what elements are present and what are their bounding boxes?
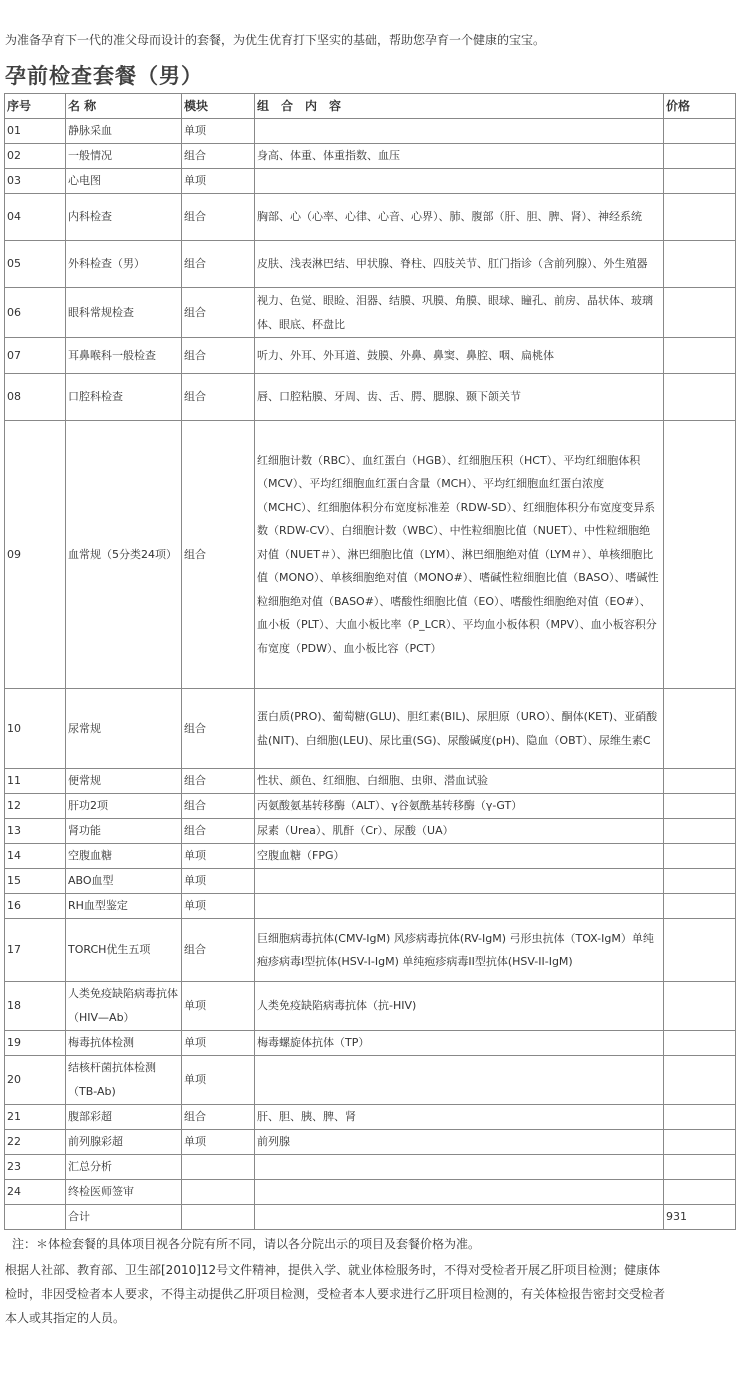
cell-type: 单项 (182, 1031, 255, 1056)
footnote: 注：＊体检套餐的具体项目视各分院有所不同，请以各分院出示的项目及套餐价格为准。 (12, 1237, 481, 1251)
cell-no: 11 (5, 769, 66, 794)
cell-content (255, 894, 664, 919)
cell-content (255, 869, 664, 894)
cell-type: 组合 (182, 819, 255, 844)
cell-content (255, 1056, 664, 1105)
cell-no: 19 (5, 1031, 66, 1056)
cell-type: 组合 (182, 194, 255, 241)
cell-content: 前列腺 (255, 1130, 664, 1155)
table-row (5, 288, 736, 338)
table-row (5, 1105, 736, 1130)
cell-content: 视力、色觉、眼睑、泪器、结膜、巩膜、角膜、眼球、瞳孔、前房、晶状体、玻璃体、眼底、杯盘比 (255, 288, 664, 338)
cell-name: RH血型鉴定 (66, 894, 182, 919)
table-row (5, 169, 736, 194)
cell-price (664, 894, 736, 919)
cell-content (255, 169, 664, 194)
cell-name: 肝功2项 (66, 794, 182, 819)
cell-no: 18 (5, 982, 66, 1031)
cell-content (255, 1155, 664, 1180)
header-type: 模块 (182, 94, 255, 119)
regulation-note: 根据人社部、教育部、卫生部[2010]12号文件精神，提供入学、就业体检服务时，不得对受检者开展乙肝项目检测；健康体检时，非因受检者本人要求，不得主动提供乙肝项目检测，受检者本人要求进行乙肝项目检测的，有关体检报告密封交受检者本人或其指定的人员。 (5, 1263, 666, 1325)
cell-type: 组合 (182, 144, 255, 169)
table-row (5, 144, 736, 169)
cell-no: 07 (5, 338, 66, 374)
cell-no: 12 (5, 794, 66, 819)
table-row (5, 1155, 736, 1180)
cell-price (664, 1031, 736, 1056)
cell-name: 肾功能 (66, 819, 182, 844)
cell-price (664, 819, 736, 844)
cell-price (664, 982, 736, 1031)
table-row (5, 374, 736, 421)
header-price: 价格 (664, 94, 736, 119)
cell-name: 尿常规 (66, 689, 182, 769)
cell-type: 组合 (182, 338, 255, 374)
cell-no: 16 (5, 894, 66, 919)
cell-name: 空腹血糖 (66, 844, 182, 869)
cell-name: 耳鼻喉科一般检查 (66, 338, 182, 374)
cell-type: 组合 (182, 919, 255, 982)
table-row (5, 241, 736, 288)
cell-no: 20 (5, 1056, 66, 1105)
cell-content (255, 1205, 664, 1230)
cell-type (182, 1180, 255, 1205)
cell-price (664, 241, 736, 288)
cell-price (664, 919, 736, 982)
cell-type: 单项 (182, 894, 255, 919)
package-table (4, 93, 736, 1230)
cell-content: 梅毒螺旋体抗体（TP） (255, 1031, 664, 1056)
cell-type: 组合 (182, 421, 255, 689)
cell-no: 24 (5, 1180, 66, 1205)
cell-type: 单项 (182, 844, 255, 869)
table-row (5, 689, 736, 769)
cell-content: 尿素（Urea）、肌酐（Cr）、尿酸（UA） (255, 819, 664, 844)
cell-price (664, 769, 736, 794)
table-row (5, 919, 736, 982)
cell-no: 17 (5, 919, 66, 982)
cell-name: 结核杆菌抗体检测（TB-Ab) (66, 1056, 182, 1105)
cell-type: 单项 (182, 169, 255, 194)
cell-price (664, 689, 736, 769)
cell-no: 23 (5, 1155, 66, 1180)
header-content: 组 合 内 容 (255, 94, 664, 119)
cell-no: 22 (5, 1130, 66, 1155)
cell-name: 静脉采血 (66, 119, 182, 144)
cell-type: 组合 (182, 689, 255, 769)
cell-type: 组合 (182, 288, 255, 338)
table-row (5, 1056, 736, 1105)
cell-name: 腹部彩超 (66, 1105, 182, 1130)
table-row (5, 769, 736, 794)
cell-name: 一般情况 (66, 144, 182, 169)
cell-type: 组合 (182, 241, 255, 288)
cell-name: 汇总分析 (66, 1155, 182, 1180)
intro-text: 为准备孕育下一代的准父母而设计的套餐，为优生优育打下坚实的基础，帮助您孕育一个健康的宝宝。 (5, 33, 546, 47)
cell-name: 口腔科检查 (66, 374, 182, 421)
cell-content: 蛋白质(PRO)、葡萄糖(GLU)、胆红素(BIL)、尿胆原（URO）、酮体(KET)、亚硝酸盐(NIT)、白细胞(LEU)、尿比重(SG)、尿酸碱度(pH)、隐血（OBT）、尿维生素C (255, 689, 664, 769)
cell-name: 眼科常规检查 (66, 288, 182, 338)
cell-price (664, 288, 736, 338)
cell-content: 皮肤、浅表淋巴结、甲状腺、脊柱、四肢关节、肛门指诊（含前列腺）、外生殖器 (255, 241, 664, 288)
cell-no: 03 (5, 169, 66, 194)
cell-type: 组合 (182, 374, 255, 421)
cell-name: 内科检查 (66, 194, 182, 241)
cell-name: 前列腺彩超 (66, 1130, 182, 1155)
table-header-row (5, 94, 736, 119)
header-no: 序号 (5, 94, 66, 119)
cell-type: 组合 (182, 1105, 255, 1130)
cell-price (664, 844, 736, 869)
cell-name: 心电图 (66, 169, 182, 194)
page-title: 孕前检查套餐（男） (5, 63, 203, 88)
cell-name: 便常规 (66, 769, 182, 794)
cell-price (664, 338, 736, 374)
cell-no: 15 (5, 869, 66, 894)
cell-price (664, 1130, 736, 1155)
cell-type: 单项 (182, 1130, 255, 1155)
cell-name: 血常规（5分类24项） (66, 421, 182, 689)
table-row (5, 119, 736, 144)
cell-no: 02 (5, 144, 66, 169)
cell-no (5, 1205, 66, 1230)
cell-no: 06 (5, 288, 66, 338)
cell-no: 10 (5, 689, 66, 769)
table-row (5, 869, 736, 894)
cell-type (182, 1205, 255, 1230)
cell-price (664, 194, 736, 241)
cell-content: 身高、体重、体重指数、血压 (255, 144, 664, 169)
table-row (5, 819, 736, 844)
cell-content: 听力、外耳、外耳道、鼓膜、外鼻、鼻窦、鼻腔、咽、扁桃体 (255, 338, 664, 374)
cell-type: 单项 (182, 869, 255, 894)
cell-price (664, 794, 736, 819)
table-row (5, 1180, 736, 1205)
cell-price (664, 1155, 736, 1180)
cell-content: 唇、口腔粘膜、牙周、齿、舌、腭、腮腺、颞下颌关节 (255, 374, 664, 421)
cell-content (255, 119, 664, 144)
header-name: 名 称 (66, 94, 182, 119)
cell-no: 09 (5, 421, 66, 689)
cell-content (255, 1180, 664, 1205)
cell-price (664, 1056, 736, 1105)
cell-no: 13 (5, 819, 66, 844)
cell-content: 巨细胞病毒抗体(CMV-IgM) 风疹病毒抗体(RV-IgM) 弓形虫抗体（TOX-IgM）单纯疱疹病毒I型抗体(HSV-I-IgM) 单纯疱疹病毒II型抗体(HSV-II-IgM) (255, 919, 664, 982)
cell-name: 梅毒抗体检测 (66, 1031, 182, 1056)
table-row (5, 982, 736, 1031)
table-row (5, 844, 736, 869)
cell-type: 组合 (182, 769, 255, 794)
table-row (5, 1130, 736, 1155)
cell-content: 肝、胆、胰、脾、肾 (255, 1105, 664, 1130)
cell-name: ABO血型 (66, 869, 182, 894)
cell-price (664, 421, 736, 689)
cell-content: 丙氨酸氨基转移酶（ALT）、γ谷氨酰基转移酶（γ-GT） (255, 794, 664, 819)
table-row (5, 894, 736, 919)
cell-type: 单项 (182, 119, 255, 144)
cell-content: 性状、颜色、红细胞、白细胞、虫卵、潜血试验 (255, 769, 664, 794)
cell-type (182, 1155, 255, 1180)
cell-name: TORCH优生五项 (66, 919, 182, 982)
cell-type: 单项 (182, 1056, 255, 1105)
cell-no: 21 (5, 1105, 66, 1130)
cell-name: 人类免疫缺陷病毒抗体（HIV—Ab） (66, 982, 182, 1031)
cell-content: 空腹血糖（FPG） (255, 844, 664, 869)
cell-no: 08 (5, 374, 66, 421)
cell-price (664, 119, 736, 144)
cell-price (664, 144, 736, 169)
total-label: 合计 (66, 1205, 182, 1230)
total-price: 931 (664, 1205, 736, 1230)
table-row (5, 1031, 736, 1056)
table-row (5, 421, 736, 689)
cell-no: 01 (5, 119, 66, 144)
cell-content: 人类免疫缺陷病毒抗体（抗-HIV) (255, 982, 664, 1031)
cell-type: 单项 (182, 982, 255, 1031)
cell-name: 外科检查（男） (66, 241, 182, 288)
total-row (5, 1205, 736, 1230)
cell-no: 05 (5, 241, 66, 288)
cell-no: 14 (5, 844, 66, 869)
cell-price (664, 374, 736, 421)
cell-price (664, 1180, 736, 1205)
cell-price (664, 1105, 736, 1130)
cell-price (664, 169, 736, 194)
table-row (5, 794, 736, 819)
cell-content: 胸部、心（心率、心律、心音、心界）、肺、腹部（肝、胆、脾、肾）、神经系统 (255, 194, 664, 241)
table-row (5, 194, 736, 241)
cell-content: 红细胞计数（RBC）、血红蛋白（HGB）、红细胞压积（HCT）、平均红细胞体积（MCV）、平均红细胞血红蛋白含量（MCH）、平均红细胞血红蛋白浓度（MCHC）、红细胞体积分布宽度标准差（RDW-SD）、红细胞体积分布宽度变异系数（RDW-CV）、白细胞计数（WBC）、中性粒细胞比值（NUET）、中性粒细胞绝对值（NUET＃）、淋巴细胞比值（LYM）、淋巴细胞绝对值（LYM＃）、单核细胞比值（MONO）、单核细胞绝对值（MONO#）、嗜碱性粒细胞比值（BASO）、嗜碱性粒细胞绝对值（BASO#）、嗜酸性细胞比值（EO）、嗜酸性细胞绝对值（EO#）、血小板（PLT）、大血小板比率（P_LCR）、平均血小板体积（MPV）、血小板容积分布宽度（PDW）、血小板比容（PCT） (255, 421, 664, 689)
cell-name: 终检医师签审 (66, 1180, 182, 1205)
cell-no: 04 (5, 194, 66, 241)
table-row (5, 338, 736, 374)
cell-type: 组合 (182, 794, 255, 819)
cell-price (664, 869, 736, 894)
